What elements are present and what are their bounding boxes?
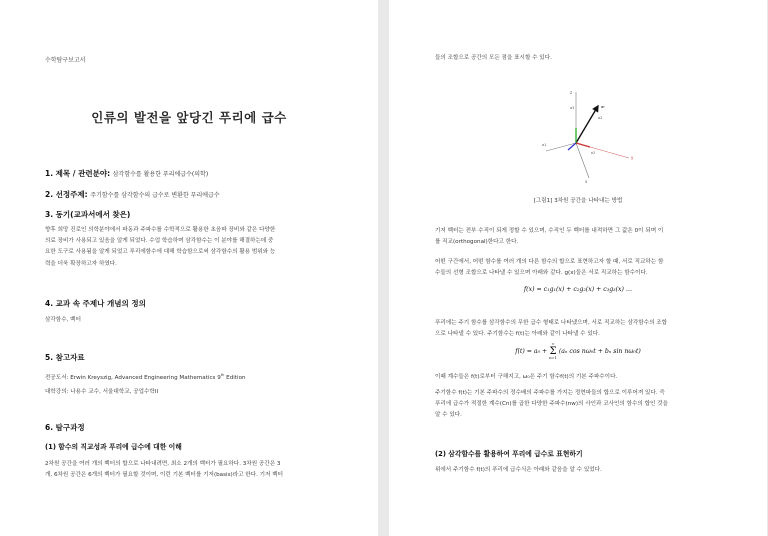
paragraph-orthogonal [435, 226, 727, 248]
section-5-heading: 5. 참고자료 [45, 353, 85, 362]
text-line: 의료 장비가 사용되고 있음을 알게 되었다. 수업 학습하며 삼각함수는 이 분야를 해결하는데 중 [45, 238, 274, 245]
z-axis-label: z [570, 90, 573, 95]
text-line: 를 직교(orthogonal)한다고 한다. [435, 239, 519, 246]
section-2 [45, 189, 220, 200]
section-1-heading: 1. 제목 / 관련분야: [45, 169, 111, 178]
3d-basis-figure [534, 88, 639, 188]
subsection-1-heading: (1) 함수의 직교성과 푸리에 급수에 대한 이해 [45, 443, 182, 451]
continued-line: 들의 조합으로 공간의 모든 점을 표시할 수 있다. [435, 55, 552, 61]
y-axis-label: y [631, 155, 634, 160]
text-line: 기저 벡터는 전부 수직이 되게 정할 수 있으며, 수직인 두 벡터를 내적하면 그 값은 0이 되며 이 [435, 228, 664, 234]
text-line: 푸리에 급수가 적절한 계수(Cn)를 곱한 다양한 주파수(nw)의 사인과 코사인의 함수의 합인 것을 [435, 401, 668, 408]
a2-label: a2 [598, 116, 603, 120]
equation-rhs: (aₙ cos nω₀t + bₙ sin nω₀t) [558, 348, 641, 355]
basis-y-vector [576, 143, 590, 147]
text-line: 수들의 선형 조합으로 나타낼 수 있으며 아래와 같다. g(x)들은 서로 직교하는 함수이다. [435, 270, 648, 277]
paragraph-harmonics [435, 388, 727, 422]
subsection-2-heading: (2) 삼각함수를 활용하여 푸리에 급수로 표현하기 [435, 450, 583, 458]
paragraph-coefficients: 이때 계수들은 f(t)로부터 구해지고, ω₀은 주기 함수f(t)의 기본 주파수이다. [435, 374, 618, 380]
text-line: 개, 6차원 공간은 6개의 벡터가 필요할 것이며, 이런 기본 벡터를 기저(basis)라고 한다. 기저 벡터 [45, 472, 284, 479]
summation-upper: ∞ [551, 342, 555, 346]
section-2-body: 주기함수를 삼각함수의 급수로 변환한 푸리에급수 [90, 192, 220, 199]
text-line: 력을 더욱 확장하고자 하였다. [45, 260, 117, 267]
section-1 [45, 168, 208, 179]
text-line: 향후 희망 진로인 의학분야에서 파동과 주파수를 수학적으로 활용한 초음파 장비와 같은 다양한 [45, 227, 276, 233]
text-line: 알 수 있다. [435, 412, 462, 419]
section-6-paragraph [45, 459, 337, 481]
report-page-1 [0, 0, 378, 536]
text-line: 푸리에는 주기 함수를 삼각함수의 무한 급수 형태로 나타냈으며, 서로 직교하는 삼각함수의 조합 [435, 320, 668, 326]
reference-lecture: 대학강의: 나용수 교수, 서울대학교, 공업수학II [45, 389, 159, 395]
section-3-paragraph [45, 225, 337, 270]
section-6-heading: 6. 탐구과정 [45, 423, 85, 432]
text-line: 2차원 공간을 여러 개의 벡터의 합으로 나타내려면, 최소 2개의 벡터가 필요하다. 3차원 공간은 3 [45, 461, 281, 467]
edition-superscript: th [220, 373, 225, 377]
summation-lower: n=1 [549, 356, 557, 360]
section-2-heading: 2. 선정주제: [45, 190, 88, 199]
figure-caption: [그림1] 3차원 공간을 나타내는 방법 [533, 198, 623, 204]
vector-a [576, 106, 598, 143]
x-axis [576, 143, 589, 178]
a1-label: a1 [542, 143, 547, 147]
running-header: 수학탐구보고서 [45, 57, 86, 64]
paragraph-series-intro: 위에서 주기함수 f(t)의 푸리에 급수식은 아래와 같음을 알 수 있었다. [435, 467, 602, 473]
paragraph-linear-combination [435, 257, 727, 279]
reference-book-edition: Edition [224, 374, 246, 381]
report-page-2 [389, 0, 767, 536]
report-title: 인류의 발전을 앞당긴 푸리에 급수 [91, 110, 287, 125]
reference-book [45, 370, 246, 384]
a-vector-label: ar [601, 104, 605, 109]
equation-linear-combination: f(x) = c₁g₁(x) + c₂g₂(x) + c₃g₃(x) … [523, 286, 633, 293]
section-3-heading: 3. 동기(교과서에서 찾은) [45, 210, 131, 219]
sigma-icon: Σ [549, 346, 557, 357]
paragraph-fourier [435, 318, 727, 340]
x-axis-label: x [585, 179, 588, 184]
text-line: 어떤 구간에서, 어떤 함수를 여러 개의 다른 함수의 합으로 표현하고자 할 때, 서로 직교하는 함 [435, 259, 664, 265]
section-1-body: 삼각함수를 활용한 푸리에급수(의학) [112, 171, 209, 178]
summation-symbol [549, 342, 557, 361]
equation-lhs: f(t) = a₀ + [515, 348, 548, 355]
reference-book-title: 전공도서: Erwin Kreyszig, Advanced Engineering Mathematics 9 [45, 374, 221, 381]
text-line: 요한 도구로 사용됨을 알게 되었고 푸리에함수에 대해 학습함으로써 삼각함수의 활용 범위와 능 [45, 249, 276, 256]
e-label: e2 [591, 151, 596, 155]
text-line: 주기함수 f(t)는 기본 주파수의 정수배의 주파수를 가지는 정현파들의 합으로 이루어져 있다. 즉 [435, 390, 665, 396]
equation-fourier-series [389, 342, 767, 361]
a3-label: a3 [570, 106, 575, 110]
section-4-body: 삼각함수, 벡터 [45, 317, 81, 323]
section-4-heading: 4. 교과 속 주제나 개념의 정의 [45, 299, 146, 308]
text-line: 으로 나타낼 수 있다. 주기함수는 f(t)는 아래와 같이 나타낼 수 있다. [435, 331, 600, 338]
